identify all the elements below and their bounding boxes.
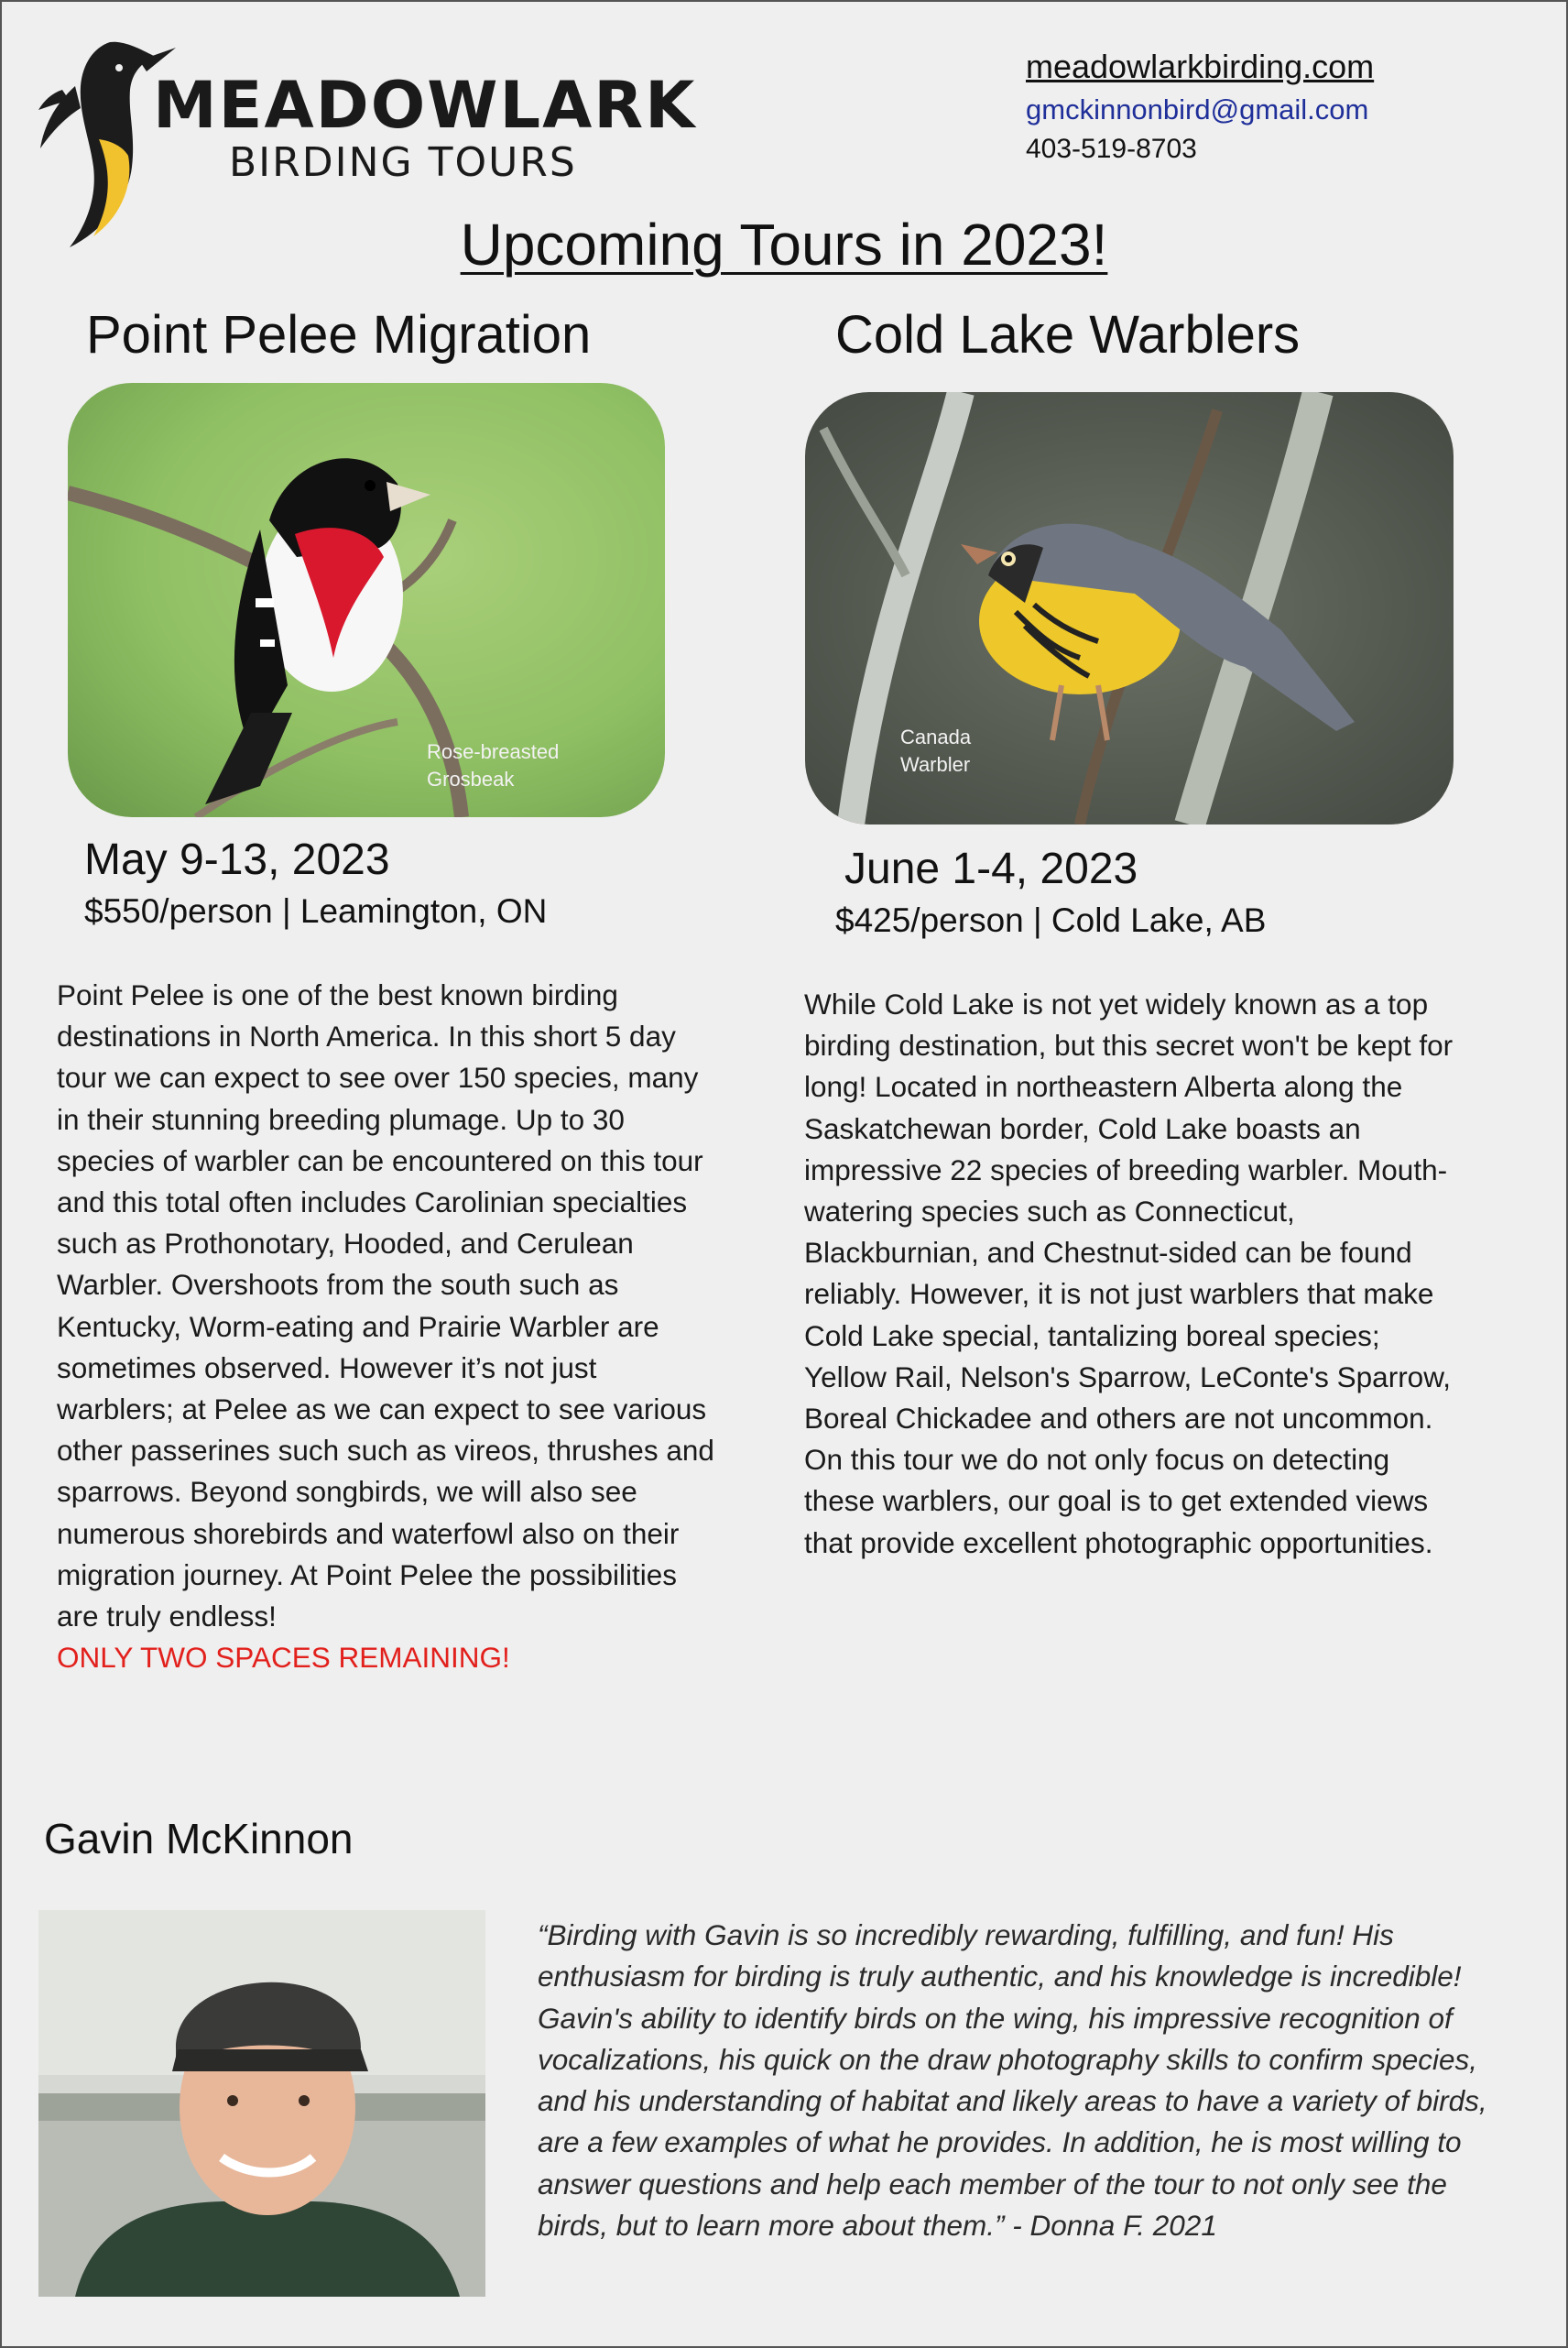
photo-caption-grosbeak: Rose-breasted Grosbeak bbox=[427, 740, 560, 791]
tour-price-cold-lake: $425/person | Cold Lake, AB bbox=[835, 901, 1267, 939]
guide-portrait-photo bbox=[38, 1910, 485, 2297]
website-link[interactable]: meadowlarkbirding.com bbox=[1026, 48, 1375, 85]
brand-name: MEADOWLARK bbox=[153, 68, 697, 143]
tour-description-cold-lake: While Cold Lake is not yet widely known as a top birding destination, but this secret won't be kept for long! Located in northeastern Alberta along the Saskatchewan border, Cold Lake boasts an impressive 22 species of breeding warbler. Mouth-watering species such as Connecticut, Blackburnian, and Chestnut-sided can be found reliably. However, it is not just warblers that make Cold Lake special, tantalizing boreal species; Yellow Rail, Nelson's Sparrow, LeConte's Sparrow, Boreal Chickadee and others are not uncommon. On this tour we do not only focus on detecting these warblers, our goal is to get extended views that provide excellent photographic opportunities. bbox=[804, 988, 1454, 1559]
guide-name: Gavin McKinnon bbox=[44, 1815, 354, 1862]
brand-subtitle: BIRDING TOURS bbox=[229, 139, 577, 186]
page-headline: Upcoming Tours in 2023! bbox=[460, 212, 1108, 278]
tour-description-point-pelee: Point Pelee is one of the best known birding destinations in North America. In this short 5 day tour we can expect to see over 150 species, many in their stunning breeding plumage. Up to 30 species of warbler can be encountered on this tour and this total often includes Carolinian specialties such as Prothonotary, Hooded, and Cerulean Warbler. Overshoots from the south such as Kentucky, Worm-eating and Prairie Warbler are sometimes observed. However it’s not just warblers; at Pelee as we can expect to see various other passerines such such as vireos, thrushes and sparrows. Beyond songbirds, we will also see numerous shorebirds and waterfowl also on their migration journey. At Point Pelee the possibilities are truly endless! ONLY TWO SPACES REMAINING! bbox=[57, 975, 718, 1678]
tour-dates-point-pelee: May 9-13, 2023 bbox=[84, 835, 390, 884]
tour-title-cold-lake: Cold Lake Warblers bbox=[835, 305, 1301, 365]
rose-breasted-grosbeak-photo bbox=[68, 383, 665, 817]
tour-dates-cold-lake: June 1-4, 2023 bbox=[844, 845, 1138, 893]
tour-price-point-pelee: $550/person | Leamington, ON bbox=[84, 892, 548, 930]
testimonial-quote: “Birding with Gavin is so incredibly rewarding, fulfilling, and fun! His enthusiasm for birding is truly authentic, and his knowledge is incredible! Gavin's ability to identify birds on the wing, his impressive recognition of vocalizations, his quick on the draw photography skills to confirm species, and his understanding of habitat and likely areas to have a variety of birds, are a few examples of what he provides. In addition, he is most willing to answer questions and help each member of the tour to not only see the birds, but to learn more about them.” - Donna F. 2021 bbox=[538, 1918, 1487, 2243]
phone-number: 403-519-8703 bbox=[1026, 134, 1197, 164]
spaces-remaining-notice: ONLY TWO SPACES REMAINING! bbox=[57, 1641, 510, 1675]
email-link[interactable]: gmckinnonbird@gmail.com bbox=[1026, 93, 1369, 126]
canada-warbler-photo bbox=[805, 392, 1454, 825]
tour-title-point-pelee: Point Pelee Migration bbox=[86, 305, 592, 365]
photo-caption-warbler: Canada Warbler bbox=[900, 726, 972, 776]
